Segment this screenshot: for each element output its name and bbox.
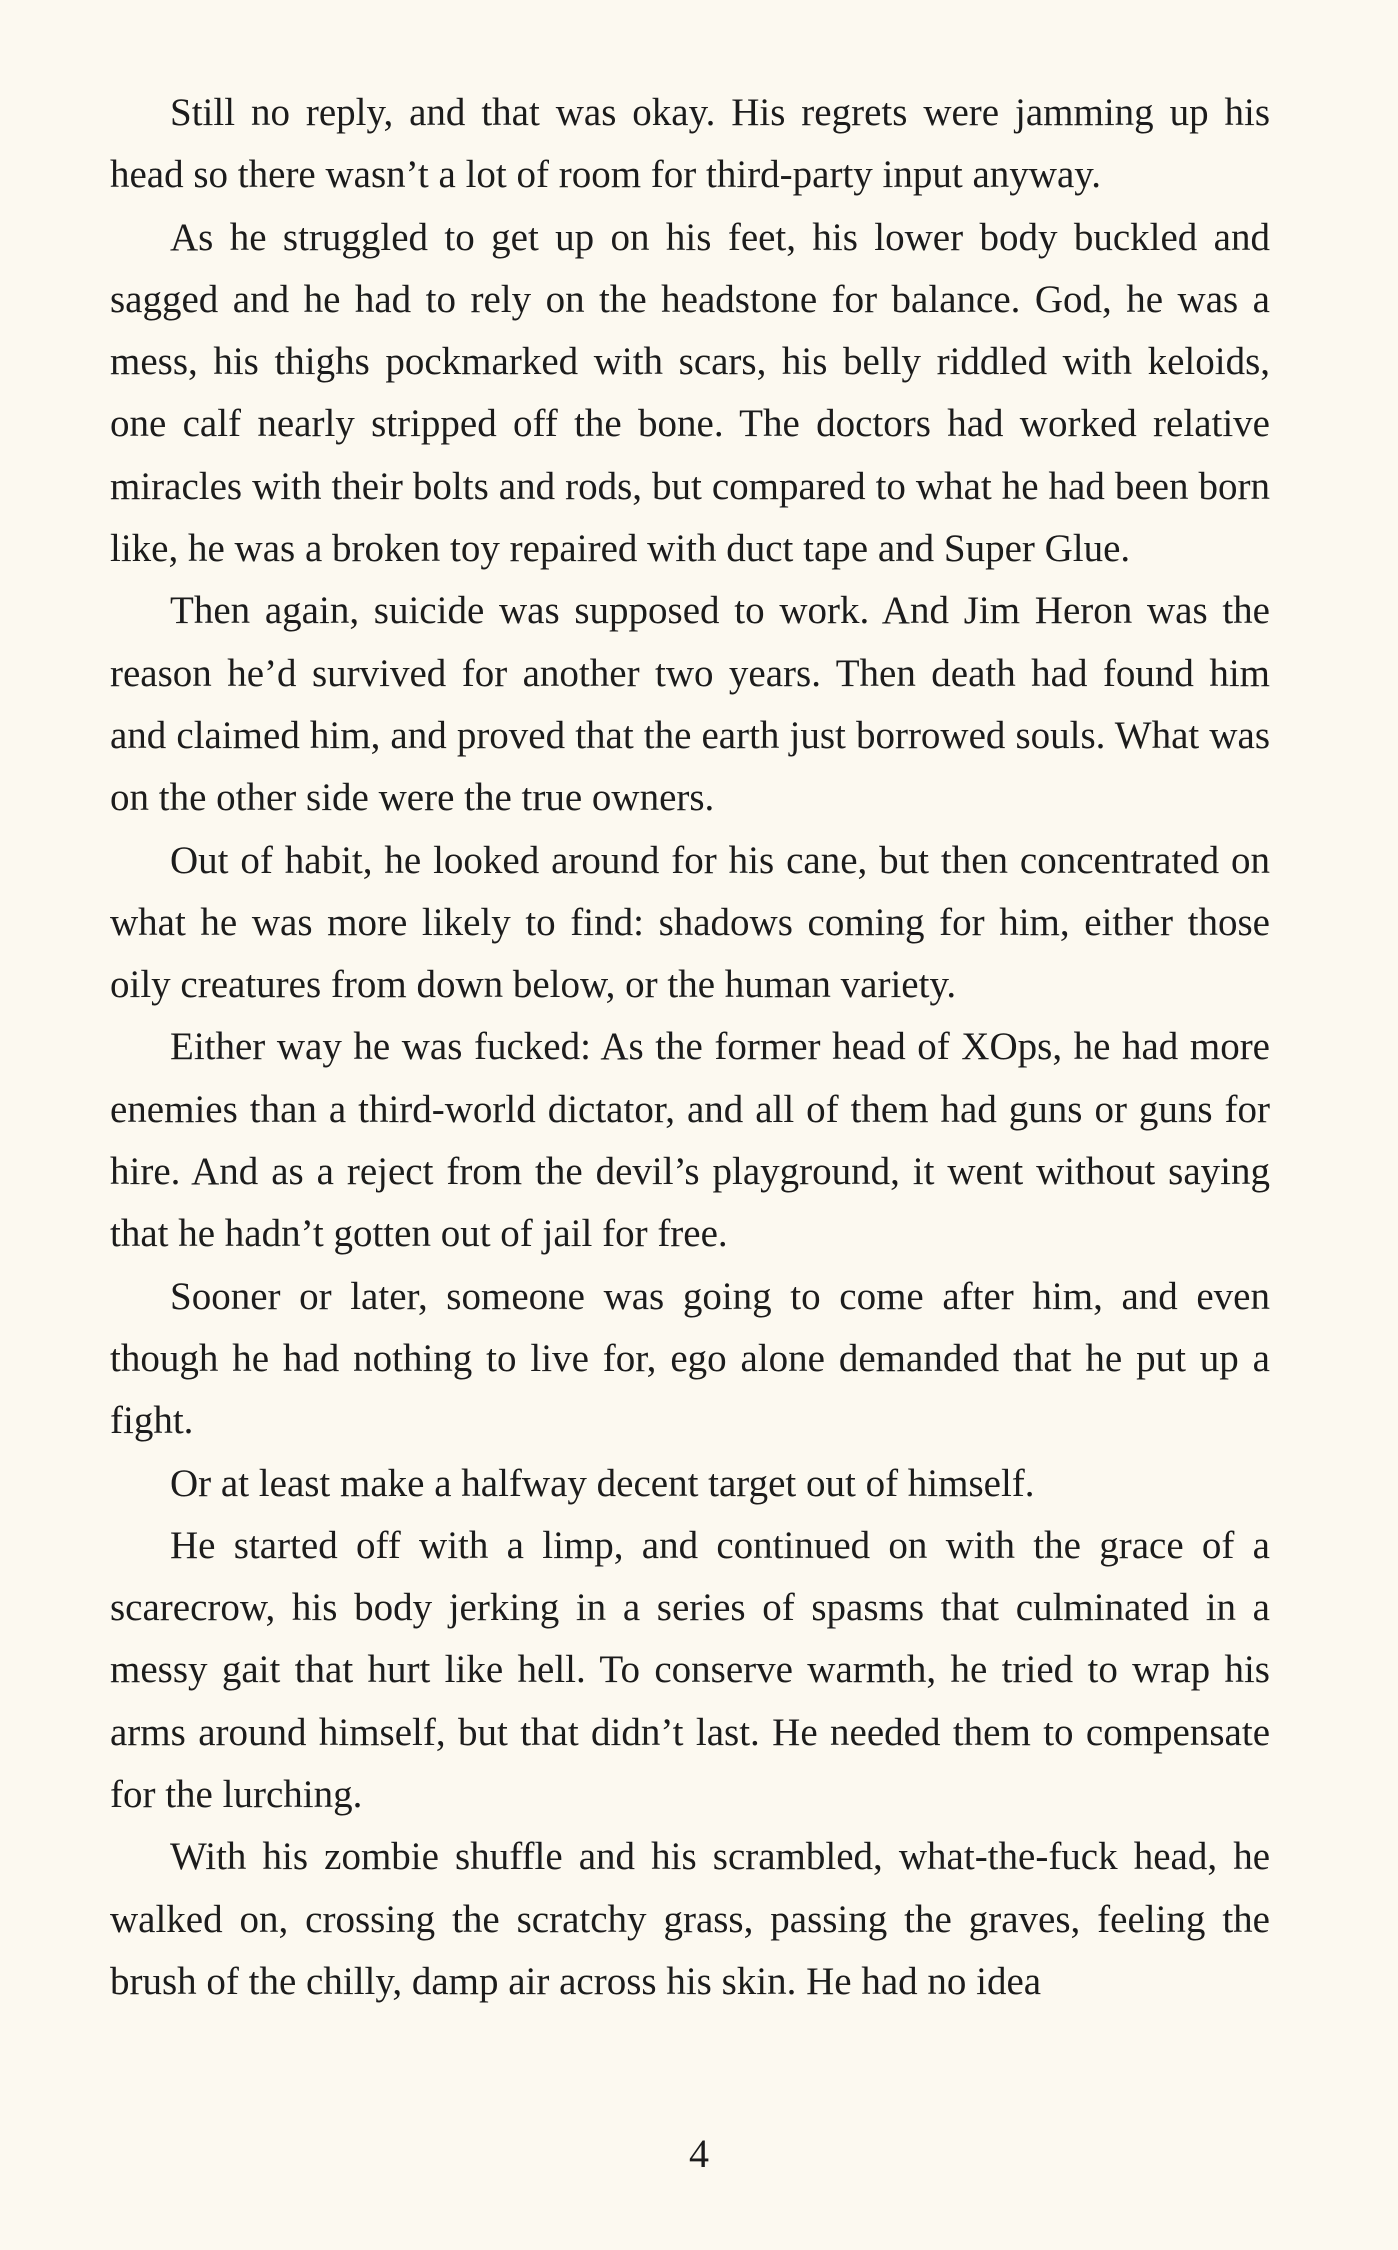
paragraph: Then again, suicide was supposed to work. And Jim Heron was the reason he’d survived for another two years. Then death had found him and claimed him, and proved that the earth just borrowed souls. What was on the other side were the true owners. bbox=[110, 589, 1270, 820]
paragraph: Or at least make a halfway decent target out of himself. bbox=[170, 1461, 1035, 1505]
paragraph: Sooner or later, someone was going to come after him, and even though he had nothing to live for, ego alone demanded that he put up a fight. bbox=[110, 1274, 1270, 1443]
paragraph: Still no reply, and that was okay. His regrets were jamming up his head so there wasn’t a lot of room for third-party input anyway. bbox=[110, 91, 1270, 197]
paragraph: As he struggled to get up on his feet, his lower body buckled and sagged and he had to rely on the headstone for balance. God, he was a mess, his thighs pockmarked with scars, his belly riddled with keloids, one calf nearly stripped off the bone. The doctors had worked relative miracles with their bolts and rods, but compared to what he had been born like, he was a broken toy repaired with duct tape and Super Glue. bbox=[110, 215, 1270, 571]
page-number: 4 bbox=[689, 2131, 709, 2176]
paragraph: Either way he was fucked: As the former head of XOps, he had more enemies than a third-world dictator, and all of them had guns or guns for hire. And as a reject from the devil’s playground, it went without saying that he hadn’t gotten out of jail for free. bbox=[110, 1025, 1270, 1256]
paragraph: With his zombie shuffle and his scrambled, what-the-fuck head, he walked on, crossing the scratchy grass, passing the graves, feeling the brush of the chilly, damp air across his skin. He had no idea bbox=[110, 1835, 1270, 2003]
body-text bbox=[110, 82, 1270, 2013]
paragraph: He started off with a limp, and continued on with the grace of a scarecrow, his body jerking in a series of spasms that culminated in a messy gait that hurt like hell. To conserve warmth, he tried to wrap his arms around himself, but that didn’t last. He needed them to compensate for the lurching. bbox=[110, 1523, 1270, 1817]
paragraph: Out of habit, he looked around for his cane, but then concentrated on what he was more likely to find: shadows coming for him, either those oily creatures from down below, or the human variety. bbox=[110, 838, 1270, 1007]
